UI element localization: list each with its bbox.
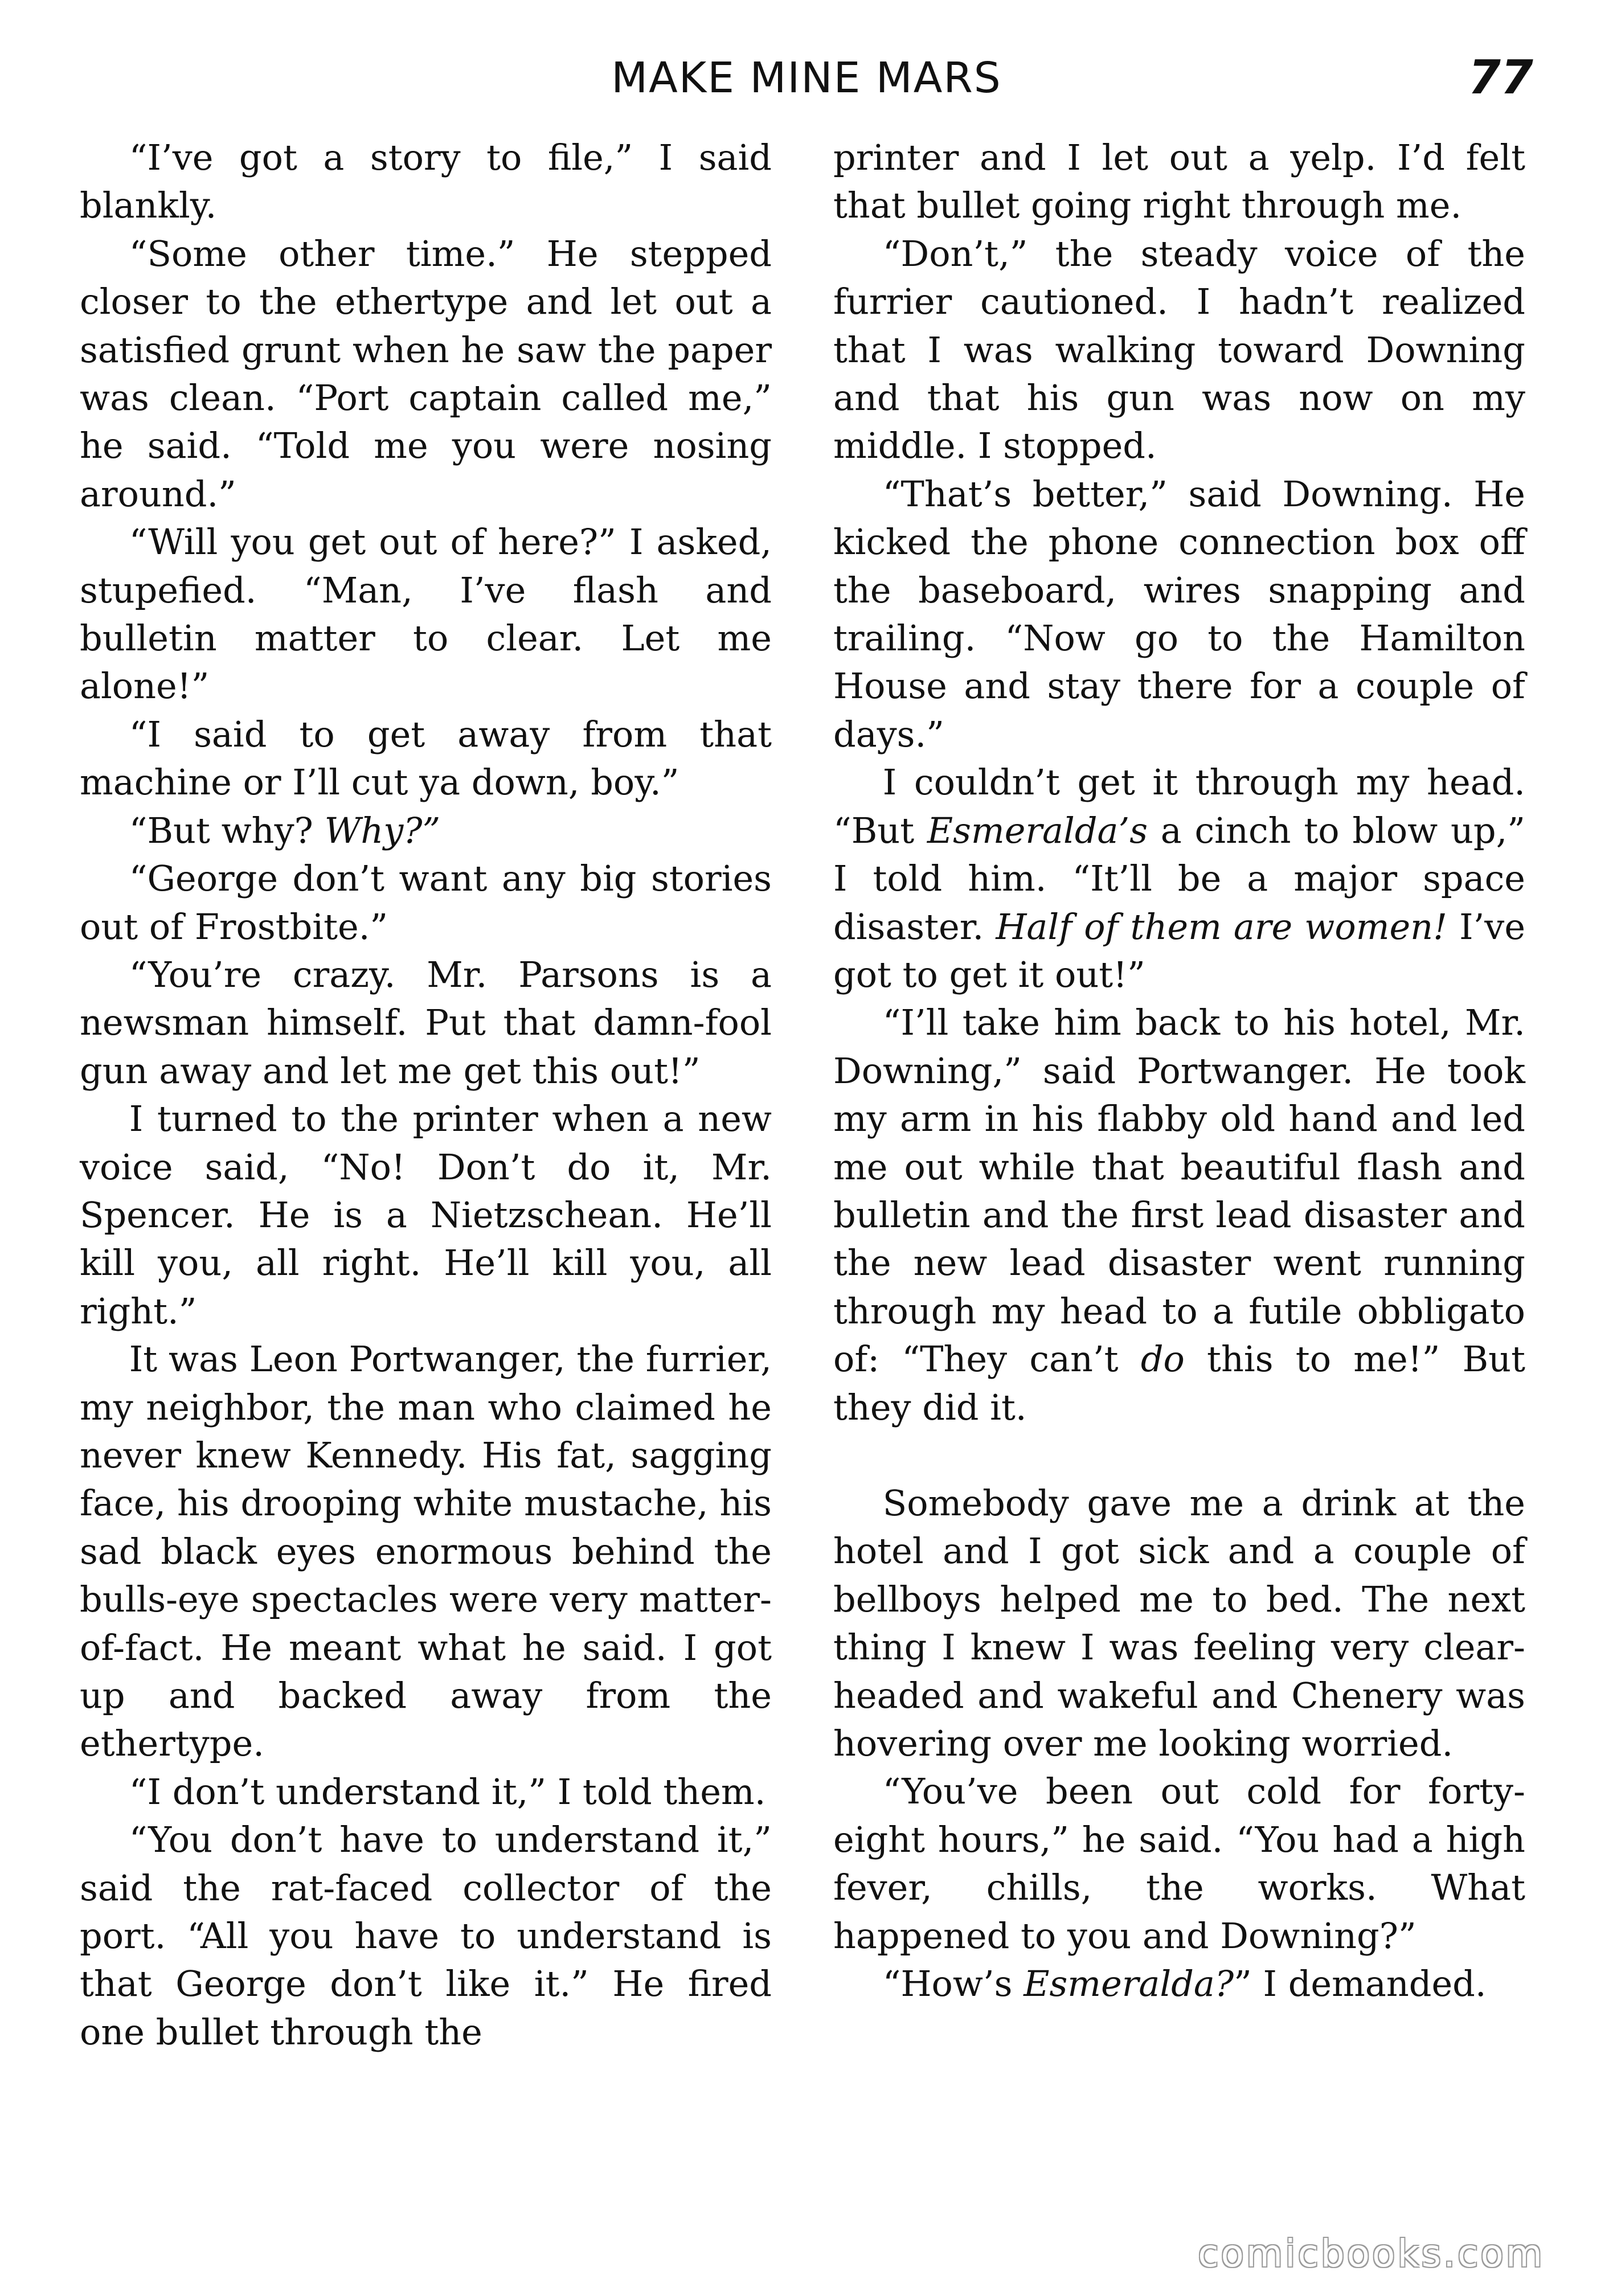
paragraph (80, 855, 772, 951)
text-run: “Don’t,” the steady voice of the furrier cautioned. I hadn’t realized that I was walking toward Downing and that his gun was now on my middle. I stopped. (833, 232, 1525, 467)
text-run: “I don’t understand it,” I told them. (129, 1770, 766, 1813)
text-run: this to me!” But they did it. (833, 1338, 1525, 1428)
text-run: printer and I let out a yelp. I’d felt that bullet going right through me. (833, 137, 1525, 227)
paragraph (833, 999, 1525, 1432)
text-run: I’ve got to get it out!” (833, 905, 1526, 995)
right-text-column (833, 134, 1525, 2008)
text-run: “Some other time.” He stepped closer to the ethertype and let out a satisfied grunt when he saw the paper was clean. “Port captain called me,” he said. “Told me you were nosing around.” (80, 232, 772, 515)
paragraph (80, 134, 772, 230)
text-run: “I said to get away from that machine or I’ll cut ya down, boy.” (80, 713, 772, 803)
paragraph (833, 1479, 1525, 1768)
paragraph (80, 1816, 772, 2056)
paragraph (833, 1768, 1525, 1960)
paragraph (80, 951, 772, 1095)
text-run: It was Leon Portwanger, the furrier, my neighbor, the man who claimed he never knew Kennedy. His fat, sagging face, his drooping white mustache, his sad black eyes enormous behind the bulls-eye spectacles were very matter-of-fact. He meant what he said. I got up and backed away from the ethertype. (80, 1338, 772, 1765)
paragraph (80, 518, 772, 711)
italic-text: Esmeralda? (1024, 1963, 1234, 2005)
paragraph (80, 711, 772, 807)
text-run: a cinch to blow up,” I told him. “It’ll be a major space disaster. (833, 809, 1525, 948)
left-text-column (80, 134, 772, 2056)
paragraph (80, 230, 772, 518)
italic-text: Why?” (324, 809, 441, 851)
paragraph (80, 1768, 772, 1816)
paragraph (833, 134, 1525, 230)
text-run: “You don’t have to understand it,” said the rat-faced collector of the port. “All you have to understand is that George don’t like it.” He fired one bullet through the (80, 1819, 772, 2053)
paragraph (80, 807, 772, 855)
paragraph (833, 470, 1525, 758)
text-run: “You’ve been out cold for forty-eight hours,” he said. “You had a high fever, chills, the works. What happened to you and Downing?” (833, 1770, 1525, 1957)
watermark: comicbooks.com (1198, 2232, 1545, 2276)
italic-text: Half of them are women! (996, 905, 1448, 948)
page-number: 77 (1468, 51, 1533, 105)
text-run: “I’ll take him back to his hotel, Mr. Downing,” said Portwanger. He took my arm in his flabby old hand and led me out while that beautiful flash and bulletin and the first lead disaster and the new lead disaster went running through my head to a futile obbligato of: “They can’t (833, 1002, 1525, 1380)
text-run: ” I demanded. (1234, 1963, 1487, 2005)
paragraph (833, 230, 1525, 470)
paragraph (80, 1095, 772, 1335)
text-run: “I’ve got a story to file,” I said blankly. (80, 137, 772, 227)
text-run: “But why? (129, 809, 325, 851)
text-run: “Will you get out of here?” I asked, stupefied. “Man, I’ve flash and bulletin matter to clear. Let me alone!” (80, 521, 772, 707)
paragraph (833, 758, 1525, 999)
text-run: I turned to the printer when a new voice said, “No! Don’t do it, Mr. Spencer. He is a Nietzschean. He’ll kill you, all right. He’ll kill you, all right.” (80, 1098, 772, 1332)
text-run: “You’re crazy. Mr. Parsons is a newsman himself. Put that damn-fool gun away and let me get this out!” (80, 953, 772, 1092)
running-title: MAKE MINE MARS (611, 54, 1002, 102)
paragraph (80, 1335, 772, 1768)
text-run: I couldn’t get it through my head. “But (833, 761, 1525, 851)
italic-text: do (1140, 1338, 1185, 1380)
italic-text: Esmeralda’s (927, 809, 1148, 851)
paragraph (833, 1960, 1525, 2008)
text-run: “How’s (882, 1963, 1024, 2005)
text-run: “George don’t want any big stories out of Frostbite.” (80, 858, 772, 948)
text-run: Somebody gave me a drink at the hotel and I got sick and a couple of bellboys helped me to bed. The next thing I knew I was feeling very clear-headed and wakeful and Chenery was hovering over me looking worried. (833, 1482, 1525, 1764)
text-run: “That’s better,” said Downing. He kicked the phone connection box off the baseboard, wires snapping and trailing. “Now go to the Hamilton House and stay there for a couple of days.” (833, 473, 1525, 755)
